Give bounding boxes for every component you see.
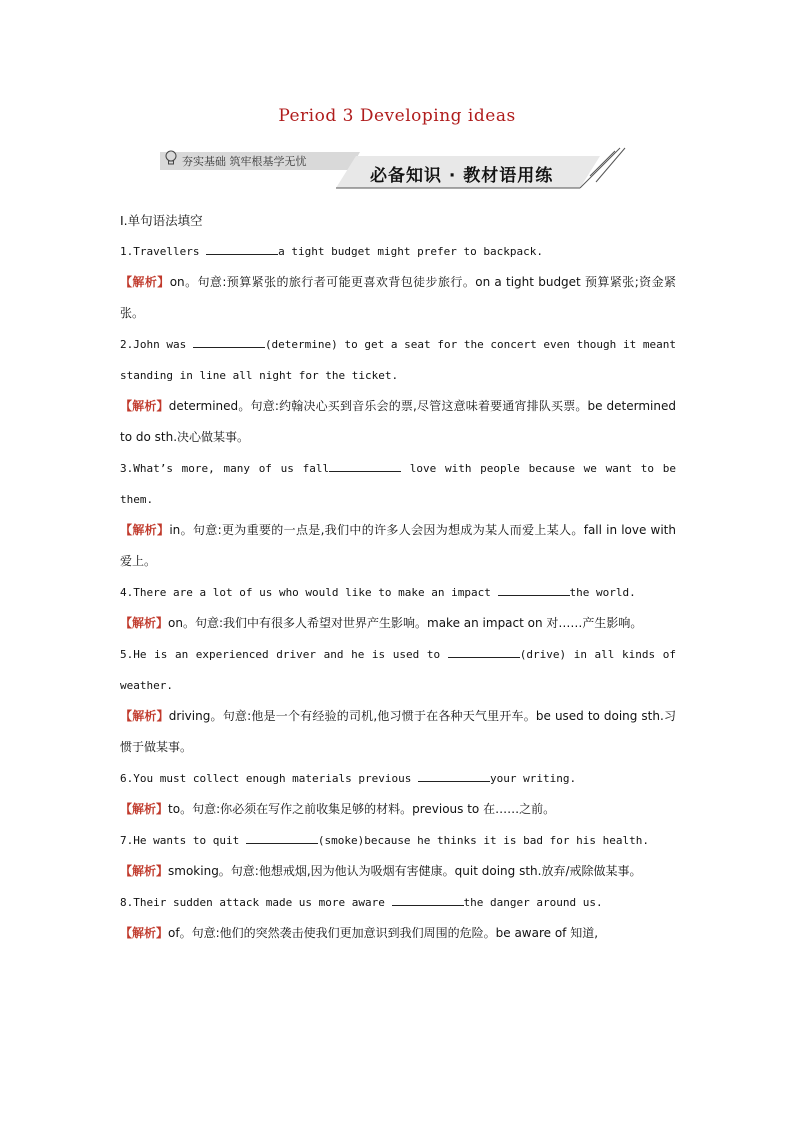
question-text-after: your writing. [490,772,577,785]
question-text-after: (drive) in all kinds of weather. [120,648,676,692]
answer-text: on。句意:我们中有很多人希望对世界产生影响。make an impact on 对……产生影响。 [168,616,643,630]
question-text-before: 2.John was [120,338,193,351]
section-banner [160,146,630,194]
section-title: Ⅰ.单句语法填空 [120,213,203,228]
answer-text: driving。句意:他是一个有经验的司机,他习惯于在各种天气里开车。be used to doing sth.习惯于做某事。 [120,709,676,754]
question-text-after: the danger around us. [463,896,603,909]
analysis-marker: 【解析】 [120,864,169,878]
question-text-after: a tight budget might prefer to backpack. [278,245,543,258]
question [120,887,676,918]
analysis-marker: 【解析】 [120,399,169,413]
exercise-content [120,205,676,949]
analysis-marker: 【解析】 [120,926,169,940]
question [120,825,676,856]
answer-blank [498,583,570,596]
answer-text: to。句意:你必须在写作之前收集足够的材料。previous to 在……之前。 [168,802,556,816]
answer-blank [193,335,265,348]
analysis-marker: 【解析】 [120,802,169,816]
question-text-after: (determine) to get a seat for the concert even though it meant standing in line all night for the ticket. [120,338,676,382]
answer-explanation [120,267,676,329]
question-text-before: 3.What’s more, many of us fall [120,462,330,475]
question-text-before: 6.You must collect enough materials previous [120,772,419,785]
answer-text: smoking。句意:他想戒烟,因为他认为吸烟有害健康。quit doing sth.放弃/戒除做某事。 [168,864,642,878]
answer-text: of。句意:他们的突然袭击使我们更加意识到我们周围的危险。be aware of 知道, [168,926,599,940]
question-text-after: (smoke)because he thinks it is bad for his health. [317,834,649,847]
answer-explanation [120,794,676,825]
analysis-marker: 【解析】 [120,523,170,537]
question-text-after: love with people because we want to be them. [120,462,676,506]
answer-text: on。句意:预算紧张的旅行者可能更喜欢背包徒步旅行。on a tight budget 预算紧张;资金紧张。 [120,275,676,320]
answer-explanation [120,515,676,577]
answer-explanation [120,701,676,763]
answer-blank [448,645,520,658]
analysis-marker: 【解析】 [120,709,169,723]
answer-blank [418,769,490,782]
question-text-before: 4.There are a lot of us who would like to make an impact [120,586,498,599]
answer-explanation [120,856,676,887]
answer-blank [329,459,401,472]
question [120,577,676,608]
question-text-before: 5.He is an experienced driver and he is used to [120,648,448,661]
answer-text: in。句意:更为重要的一点是,我们中的许多人会因为想成为某人而爱上某人。fall in love with 爱上。 [120,523,676,568]
answer-explanation [120,608,676,639]
question-text-before: 7.He wants to quit [120,834,246,847]
answer-blank [246,831,318,844]
question-text-before: 1.Travellers [120,245,207,258]
question [120,236,676,267]
answer-blank [206,242,278,255]
lightbulb-icon [164,150,178,166]
page-title: Period 3 Developing ideas [278,106,516,126]
question [120,639,676,701]
answer-blank [392,893,464,906]
analysis-marker: 【解析】 [120,275,170,289]
exercise-list [120,236,676,949]
question [120,453,676,515]
answer-explanation [120,391,676,453]
banner-tagline: 夯实基础 筑牢根基学无忧 [182,155,307,168]
question-text-before: 8.Their sudden attack made us more aware [120,896,392,909]
banner-heading: 必备知识 · 教材语用练 [370,166,554,186]
analysis-marker: 【解析】 [120,616,169,630]
question [120,329,676,391]
answer-text: determined。句意:约翰决心买到音乐会的票,尽管这意味着要通宵排队买票。be determined to do sth.决心做某事。 [120,399,676,444]
question-text-after: the world. [569,586,636,599]
answer-explanation [120,918,676,949]
question [120,763,676,794]
